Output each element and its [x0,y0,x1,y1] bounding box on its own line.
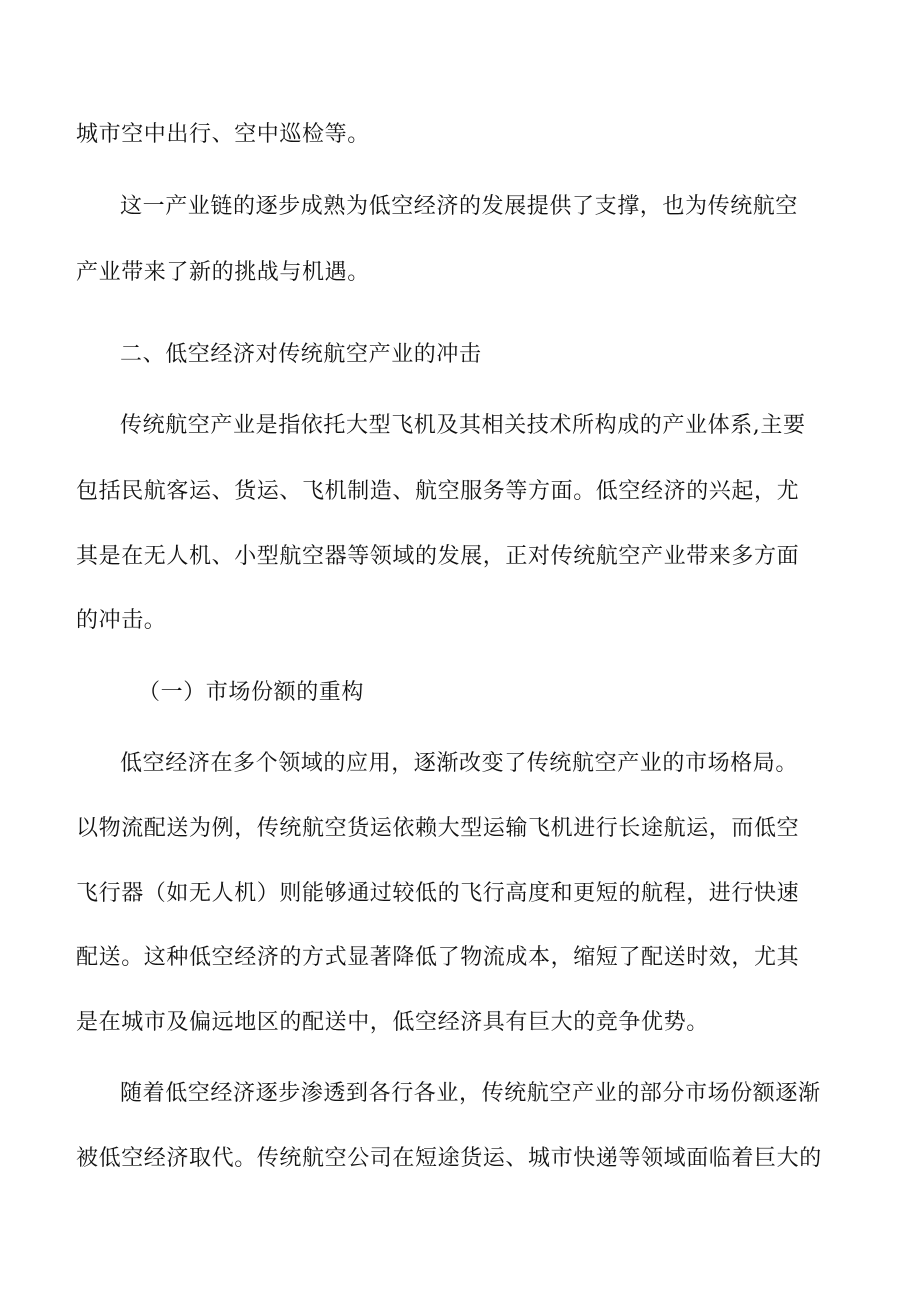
paragraph-industry-chain-line-1: 这一产业链的逐步成熟为低空经济的发展提供了支撑，也为传统航空 [120,194,799,219]
paragraph-market-line-3: 飞行器（如无人机）则能够通过较低的飞行高度和更短的航程，进行快速 [76,881,800,906]
paragraph-continuation-line: 城市空中出行、空中巡检等。 [76,122,370,147]
paragraph-share-line-2: 被低空经济取代。传统航空公司在短途货运、城市快递等领域面临着巨大的 [76,1146,822,1171]
paragraph-market-line-5: 是在城市及偏远地区的配送中，低空经济具有巨大的竞争优势。 [76,1010,709,1035]
paragraph-intro-line-4: 的冲击。 [76,608,167,633]
section-heading: 二、低空经济对传统航空产业的冲击 [120,342,482,367]
paragraph-market-line-4: 配送。这种低空经济的方式显著降低了物流成本，缩短了配送时效，尤其 [76,945,800,970]
paragraph-share-line-1: 随着低空经济逐步渗透到各行各业，传统航空产业的部分市场份额逐渐 [120,1081,821,1106]
subsection-heading: （一）市场份额的重构 [138,680,365,705]
paragraph-market-line-2: 以物流配送为例，传统航空货运依赖大型运输飞机进行长途航运，而低空 [76,816,800,841]
paragraph-intro-line-3: 其是在无人机、小型航空器等领域的发展，正对传统航空产业带来多方面 [76,544,800,569]
paragraph-market-line-1: 低空经济在多个领域的应用，逐渐改变了传统航空产业的市场格局。 [120,751,799,776]
paragraph-industry-chain-line-2: 产业带来了新的挑战与机遇。 [76,260,370,285]
paragraph-intro-line-2: 包括民航客运、货运、飞机制造、航空服务等方面。低空经济的兴起，尤 [76,479,800,504]
paragraph-intro-line-1: 传统航空产业是指依托大型飞机及其相关技术所构成的产业体系,主要 [120,413,806,438]
